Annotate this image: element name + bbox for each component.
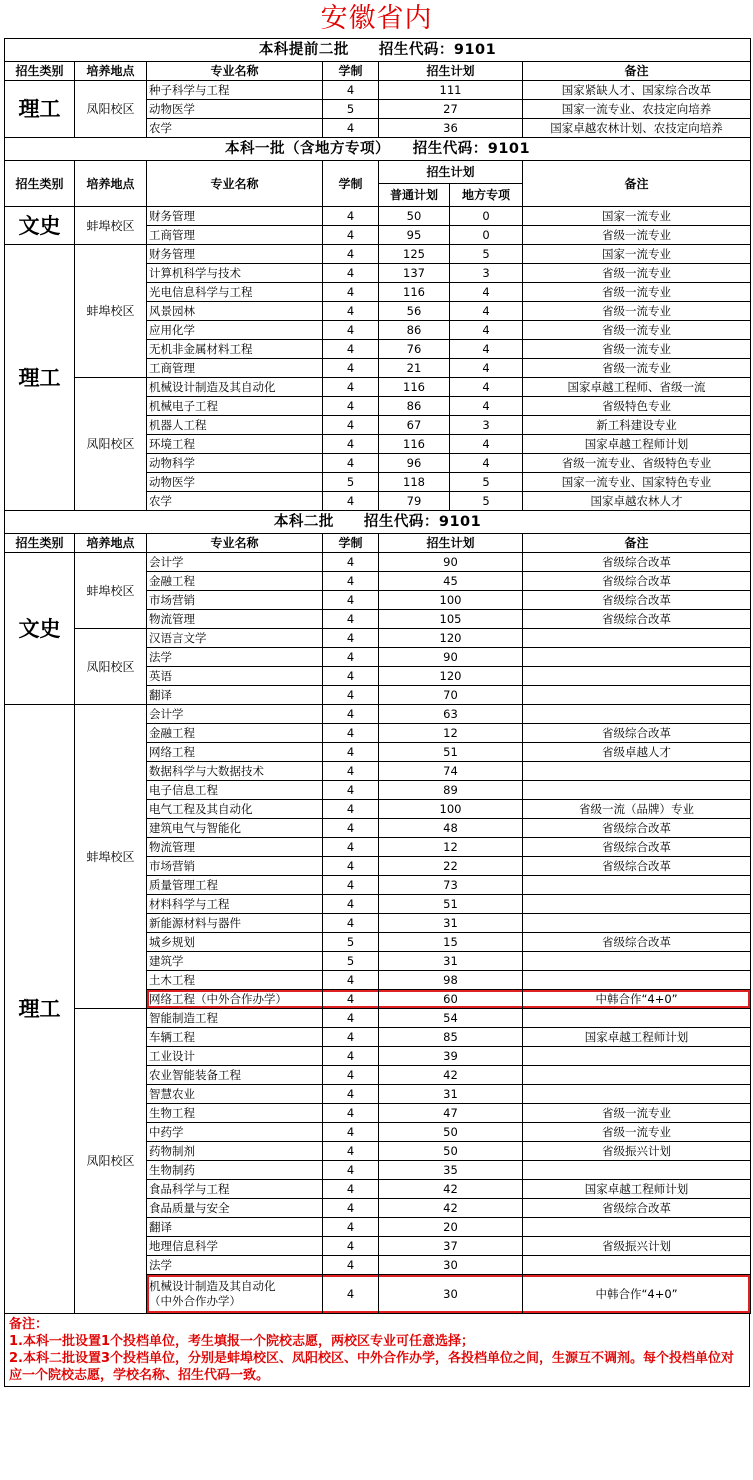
major-name: 建筑学 [147,952,323,971]
plan-cell: 70 [379,686,523,705]
plan-cell: 51 [379,895,523,914]
plan-cell: 85 [379,1028,523,1047]
major-name: 种子科学与工程 [147,81,323,100]
major-name: 翻译 [147,1218,323,1237]
years-cell: 4 [323,1009,379,1028]
header-major: 专业名称 [147,534,323,553]
remark-cell [523,781,751,800]
years-cell: 5 [323,933,379,952]
major-name: 风景园林 [147,302,323,321]
plan-cell: 50 [379,1123,523,1142]
years-cell: 4 [323,781,379,800]
major-name: 数据科学与大数据技术 [147,762,323,781]
years-cell: 4 [323,1161,379,1180]
table-row [5,378,751,397]
header-campus: 培养地点 [75,161,147,207]
plan-cell: 50 [379,1142,523,1161]
remark-cell: 省级综合改革 [523,1199,751,1218]
remark-cell [523,686,751,705]
plan-regular-cell: 116 [379,435,450,454]
remark-cell: 省级一流专业 [523,302,751,321]
header-major: 专业名称 [147,62,323,81]
remark-cell: 省级振兴计划 [523,1237,751,1256]
major-name: 土木工程 [147,971,323,990]
campus-cell: 凤阳校区 [75,81,147,138]
major-name: 动物医学 [147,100,323,119]
remark-cell: 省级一流专业 [523,321,751,340]
plan-cell: 12 [379,724,523,743]
remark-cell: 国家卓越农林人才 [523,492,751,511]
plan-local-cell: 0 [450,226,523,245]
category-cell: 文史 [5,207,75,245]
remark-cell [523,648,751,667]
plan-local-cell: 4 [450,302,523,321]
remark-cell: 国家一流专业、国家特色专业 [523,473,751,492]
major-name: 光电信息科学与工程 [147,283,323,302]
plan-local-cell: 4 [450,359,523,378]
plan-cell: 20 [379,1218,523,1237]
campus-cell: 蚌埠校区 [75,553,147,629]
major-name: 城乡规划 [147,933,323,952]
plan-local-cell: 4 [450,378,523,397]
plan-regular-cell: 56 [379,302,450,321]
header-campus: 培养地点 [75,534,147,553]
years-cell: 4 [323,378,379,397]
major-name: 英语 [147,667,323,686]
major-name: 动物科学 [147,454,323,473]
header-remark: 备注 [523,534,751,553]
remark-cell: 省级一流专业 [523,226,751,245]
major-name: 工业设计 [147,1047,323,1066]
major-name: 工商管理 [147,359,323,378]
remark-cell: 国家一流专业 [523,207,751,226]
major-name: 车辆工程 [147,1028,323,1047]
years-cell: 4 [323,743,379,762]
years-cell: 4 [323,1275,379,1314]
remark-cell: 省级振兴计划 [523,1142,751,1161]
header-plan: 招生计划 [379,534,523,553]
major-name: 网络工程 [147,743,323,762]
plan-cell: 45 [379,572,523,591]
plan-cell: 30 [379,1275,523,1314]
years-cell: 4 [323,629,379,648]
major-name: 电气工程及其自动化 [147,800,323,819]
remark-cell: 省级卓越人才 [523,743,751,762]
plan-cell: 27 [379,100,523,119]
plan-cell: 111 [379,81,523,100]
page-title: 安徽省内 [320,3,433,34]
remark-cell [523,629,751,648]
major-name: 物流管理 [147,838,323,857]
campus-cell: 凤阳校区 [75,378,147,511]
remark-cell: 国家卓越工程师计划 [523,1028,751,1047]
major-name: 电子信息工程 [147,781,323,800]
plan-local-cell: 4 [450,340,523,359]
remark-cell: 省级综合改革 [523,838,751,857]
plan-cell: 31 [379,952,523,971]
header-major: 专业名称 [147,161,323,207]
years-cell: 5 [323,473,379,492]
section-title: 本科一批（含地方专项） 招生代码：9101 [5,138,751,161]
plan-cell: 120 [379,629,523,648]
plan-regular-cell: 86 [379,397,450,416]
years-cell: 4 [323,914,379,933]
remark-cell: 省级综合改革 [523,591,751,610]
header-plan-regular: 普通计划 [379,184,450,207]
plan-cell: 36 [379,119,523,138]
major-name: 市场营销 [147,591,323,610]
remark-cell: 省级一流专业 [523,1104,751,1123]
plan-cell: 90 [379,648,523,667]
major-name: 财务管理 [147,245,323,264]
header-plan: 招生计划 [379,62,523,81]
remark-cell: 中韩合作“4+0” [523,1275,751,1314]
notes-line-2: 2.本科二批设置3个投档单位，分别是蚌埠校区、凤阳校区、中外合作办学，各投档单位之间，生源互不调剂。每个投档单位对应一个院校志愿，学校名称、招生代码一致。 [9,1351,735,1383]
plan-cell: 35 [379,1161,523,1180]
plan-cell: 120 [379,667,523,686]
remark-cell: 省级综合改革 [523,610,751,629]
plan-cell: 100 [379,591,523,610]
years-cell: 4 [323,1237,379,1256]
plan-regular-cell: 116 [379,283,450,302]
major-name: 质量管理工程 [147,876,323,895]
plan-cell: 54 [379,1009,523,1028]
years-cell: 4 [323,1256,379,1275]
remark-cell: 省级一流专业、省级特色专业 [523,454,751,473]
header-campus: 培养地点 [75,62,147,81]
remark-cell: 省级综合改革 [523,857,751,876]
major-name: 环境工程 [147,435,323,454]
remark-cell: 省级一流专业 [523,283,751,302]
major-name: 金融工程 [147,724,323,743]
section-title: 本科提前二批 招生代码：9101 [5,39,751,62]
remark-cell: 省级综合改革 [523,819,751,838]
plan-cell: 89 [379,781,523,800]
major-name: 财务管理 [147,207,323,226]
header-remark: 备注 [523,62,751,81]
years-cell: 4 [323,264,379,283]
plan-cell: 42 [379,1199,523,1218]
years-cell: 4 [323,1028,379,1047]
plan-cell: 73 [379,876,523,895]
plan-local-cell: 4 [450,321,523,340]
remark-cell: 省级综合改革 [523,553,751,572]
remark-cell [523,876,751,895]
header-plan: 招生计划 [379,161,523,184]
remark-cell [523,1066,751,1085]
years-cell: 4 [323,1218,379,1237]
major-name: 生物工程 [147,1104,323,1123]
table-row [5,1009,751,1028]
remark-cell: 国家一流专业 [523,245,751,264]
years-cell: 4 [323,591,379,610]
plan-cell: 42 [379,1180,523,1199]
plan-regular-cell: 76 [379,340,450,359]
remark-cell: 省级一流专业 [523,264,751,283]
years-cell: 4 [323,454,379,473]
header-category: 招生类别 [5,161,75,207]
plan-local-cell: 4 [450,435,523,454]
plan-cell: 74 [379,762,523,781]
plan-cell: 51 [379,743,523,762]
major-name: 智慧农业 [147,1085,323,1104]
plan-local-cell: 5 [450,473,523,492]
notes-line-1: 1.本科一批设置1个投档单位，考生填报一个院校志愿，两校区专业可任意选择； [9,1334,475,1349]
plan-cell: 31 [379,1085,523,1104]
plan-local-cell: 3 [450,264,523,283]
plan-regular-cell: 50 [379,207,450,226]
major-name: 工商管理 [147,226,323,245]
years-cell: 4 [323,971,379,990]
major-name: 动物医学 [147,473,323,492]
years-cell: 4 [323,1085,379,1104]
plan-cell: 31 [379,914,523,933]
years-cell: 5 [323,952,379,971]
years-cell: 4 [323,207,379,226]
remark-cell [523,1161,751,1180]
remark-cell: 国家一流专业、农技定向培养 [523,100,751,119]
major-name: 法学 [147,648,323,667]
remark-cell: 省级综合改革 [523,933,751,952]
plan-cell: 100 [379,800,523,819]
years-cell: 4 [323,895,379,914]
major-name: 机器人工程 [147,416,323,435]
remark-cell [523,1085,751,1104]
remark-cell: 省级综合改革 [523,724,751,743]
years-cell: 4 [323,705,379,724]
major-name: 农学 [147,119,323,138]
plan-local-cell: 5 [450,245,523,264]
remark-cell: 中韩合作“4+0” [523,990,751,1009]
remark-cell: 新工科建设专业 [523,416,751,435]
years-cell: 4 [323,492,379,511]
major-name: 食品质量与安全 [147,1199,323,1218]
plan-cell: 37 [379,1237,523,1256]
major-name: 计算机科学与技术 [147,264,323,283]
plan-local-cell: 4 [450,454,523,473]
major-name: 应用化学 [147,321,323,340]
major-name: 翻译 [147,686,323,705]
years-cell: 4 [323,1104,379,1123]
remark-cell: 省级综合改革 [523,572,751,591]
remark-cell: 国家卓越工程师计划 [523,1180,751,1199]
remark-cell: 省级一流专业 [523,340,751,359]
plan-cell: 48 [379,819,523,838]
remark-cell: 省级一流（品牌）专业 [523,800,751,819]
plan-regular-cell: 86 [379,321,450,340]
remark-cell [523,1047,751,1066]
years-cell: 4 [323,435,379,454]
plan-regular-cell: 96 [379,454,450,473]
remark-cell [523,667,751,686]
major-name: 药物制剂 [147,1142,323,1161]
major-name: 机械电子工程 [147,397,323,416]
remark-cell: 省级一流专业 [523,1123,751,1142]
header-category: 招生类别 [5,62,75,81]
years-cell: 4 [323,667,379,686]
remark-cell [523,914,751,933]
remark-cell [523,952,751,971]
major-name: 法学 [147,1256,323,1275]
major-name: 食品科学与工程 [147,1180,323,1199]
plan-cell: 42 [379,1066,523,1085]
campus-cell: 凤阳校区 [75,1009,147,1314]
major-name: 金融工程 [147,572,323,591]
major-name: 物流管理 [147,610,323,629]
years-cell: 4 [323,321,379,340]
years-cell: 4 [323,283,379,302]
table-row [5,553,751,572]
years-cell: 4 [323,397,379,416]
plan-cell: 12 [379,838,523,857]
years-cell: 4 [323,819,379,838]
years-cell: 4 [323,876,379,895]
major-name: 中药学 [147,1123,323,1142]
major-name: 机械设计制造及其自动化 [147,378,323,397]
remark-cell: 省级特色专业 [523,397,751,416]
major-name: 新能源材料与器件 [147,914,323,933]
remark-cell [523,1009,751,1028]
admissions-table [4,38,751,1314]
remark-cell [523,1218,751,1237]
major-name: 农学 [147,492,323,511]
years-cell: 4 [323,416,379,435]
remark-cell: 国家卓越工程师计划 [523,435,751,454]
years-cell: 4 [323,610,379,629]
campus-cell: 蚌埠校区 [75,207,147,245]
years-cell: 4 [323,553,379,572]
major-name: 网络工程（中外合作办学） [147,990,323,1009]
plan-regular-cell: 21 [379,359,450,378]
remark-cell [523,705,751,724]
header-remark: 备注 [523,161,751,207]
plan-local-cell: 0 [450,207,523,226]
years-cell: 4 [323,686,379,705]
campus-cell: 蚌埠校区 [75,245,147,378]
category-cell: 理工 [5,705,75,1314]
category-cell: 文史 [5,553,75,705]
years-cell: 4 [323,1142,379,1161]
years-cell: 4 [323,119,379,138]
table-row [5,705,751,724]
plan-cell: 47 [379,1104,523,1123]
remark-cell: 省级一流专业 [523,359,751,378]
years-cell: 4 [323,648,379,667]
years-cell: 4 [323,1180,379,1199]
category-cell: 理工 [5,245,75,511]
remark-cell: 国家紧缺人才、国家综合改革 [523,81,751,100]
remark-cell [523,971,751,990]
notes-block [4,1314,750,1387]
years-cell: 4 [323,572,379,591]
remark-cell [523,762,751,781]
years-cell: 5 [323,100,379,119]
major-name: 地理信息科学 [147,1237,323,1256]
section-title: 本科二批 招生代码：9101 [5,511,751,534]
header-years: 学制 [323,62,379,81]
plan-cell: 60 [379,990,523,1009]
major-name: 材料科学与工程 [147,895,323,914]
header-years: 学制 [323,534,379,553]
campus-cell: 蚌埠校区 [75,705,147,1009]
remark-cell [523,895,751,914]
campus-cell: 凤阳校区 [75,629,147,705]
years-cell: 4 [323,340,379,359]
major-name: 建筑电气与智能化 [147,819,323,838]
years-cell: 4 [323,762,379,781]
years-cell: 4 [323,1066,379,1085]
plan-cell: 22 [379,857,523,876]
plan-cell: 90 [379,553,523,572]
plan-local-cell: 3 [450,416,523,435]
major-name: 农业智能装备工程 [147,1066,323,1085]
major-name: 汉语言文学 [147,629,323,648]
plan-cell: 98 [379,971,523,990]
table-row [5,81,751,100]
table-row [5,207,751,226]
years-cell: 4 [323,245,379,264]
plan-regular-cell: 79 [379,492,450,511]
table-row [5,245,751,264]
years-cell: 4 [323,990,379,1009]
plan-local-cell: 5 [450,492,523,511]
category-cell: 理工 [5,81,75,138]
major-name: 会计学 [147,553,323,572]
years-cell: 4 [323,1123,379,1142]
major-name: 会计学 [147,705,323,724]
years-cell: 4 [323,1047,379,1066]
years-cell: 4 [323,226,379,245]
major-name: 无机非金属材料工程 [147,340,323,359]
years-cell: 4 [323,81,379,100]
years-cell: 4 [323,724,379,743]
plan-cell: 105 [379,610,523,629]
plan-regular-cell: 137 [379,264,450,283]
years-cell: 4 [323,857,379,876]
major-name: 市场营销 [147,857,323,876]
years-cell: 4 [323,1199,379,1218]
plan-cell: 15 [379,933,523,952]
plan-regular-cell: 116 [379,378,450,397]
remark-cell [523,1256,751,1275]
years-cell: 4 [323,800,379,819]
major-name: 智能制造工程 [147,1009,323,1028]
header-category: 招生类别 [5,534,75,553]
years-cell: 4 [323,838,379,857]
plan-cell: 39 [379,1047,523,1066]
plan-cell: 30 [379,1256,523,1275]
plan-cell: 63 [379,705,523,724]
notes-heading: 备注： [9,1317,49,1332]
plan-regular-cell: 125 [379,245,450,264]
years-cell: 4 [323,302,379,321]
years-cell: 4 [323,359,379,378]
header-years: 学制 [323,161,379,207]
plan-local-cell: 4 [450,397,523,416]
plan-local-cell: 4 [450,283,523,302]
major-name: 生物制药 [147,1161,323,1180]
plan-regular-cell: 95 [379,226,450,245]
remark-cell: 国家卓越农林计划、农技定向培养 [523,119,751,138]
table-row [5,629,751,648]
header-plan-local: 地方专项 [450,184,523,207]
plan-regular-cell: 67 [379,416,450,435]
plan-regular-cell: 118 [379,473,450,492]
remark-cell: 国家卓越工程师、省级一流 [523,378,751,397]
major-name: 机械设计制造及其自动化 （中外合作办学） [147,1275,323,1314]
